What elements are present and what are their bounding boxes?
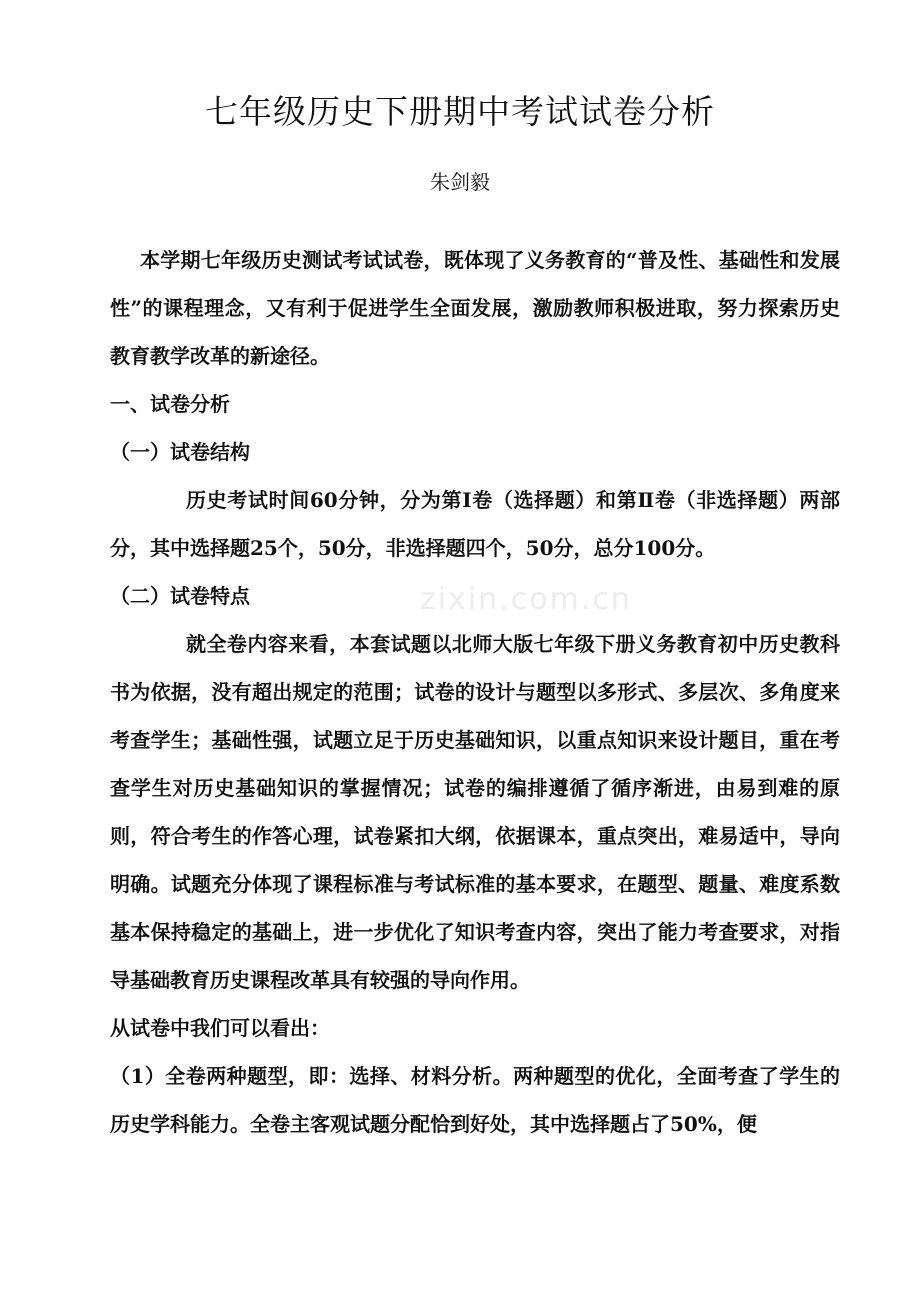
subsection-heading-features: （二）试卷特点	[110, 584, 250, 608]
document-body	[110, 236, 840, 1148]
point-one-paragraph: （1）全卷两种题型，即：选择、材料分析。两种题型的优化，全面考查了学生的历史学科能力。全卷主客观试题分配恰到好处，其中选择题占了50%，便	[110, 1064, 840, 1136]
document-title: 七年级历史下册期中考试试卷分析	[205, 92, 715, 131]
watermark: zixin.com.cn	[420, 582, 632, 617]
features-paragraph: 就全卷内容来看，本套试题以北师大版七年级下册义务教育初中历史教科书为依据，没有超出规定的范围；试卷的设计与题型以多形式、多层次、多角度来考查学生；基础性强，试题立足于历史基础知识，以重点知识来设计题目，重在考查学生对历史基础知识的掌握情况；试卷的编排遵循了循序渐进，由易到难的原则，符合考生的作答心理，试卷紧扣大纲，依据课本，重点突出，难易适中，导向明确。试题充分体现了课程标准与考试标准的基本要求，在题型、题量、难度系数基本保持稳定的基础上，进一步优化了知识考查内容，突出了能力考查要求，对指导基础教育历史课程改革具有较强的导向作用。	[110, 632, 840, 992]
observation-intro: 从试卷中我们可以看出：	[110, 1016, 330, 1040]
structure-paragraph: 历史考试时间60分钟，分为第Ⅰ卷（选择题）和第Ⅱ卷（非选择题）两部分，其中选择题25个，50分，非选择题四个，50分，总分100分。	[110, 488, 840, 560]
section-heading: 一、试卷分析	[110, 392, 230, 416]
author-name: 朱剑毅	[430, 170, 490, 194]
intro-paragraph: 本学期七年级历史测试考试试卷，既体现了义务教育的“普及性、基础性和发展性”的课程理念，又有利于促进学生全面发展，激励教师积极进取，努力探索历史教育教学改革的新途径。	[110, 248, 840, 368]
subsection-heading-structure: （一）试卷结构	[110, 440, 250, 464]
